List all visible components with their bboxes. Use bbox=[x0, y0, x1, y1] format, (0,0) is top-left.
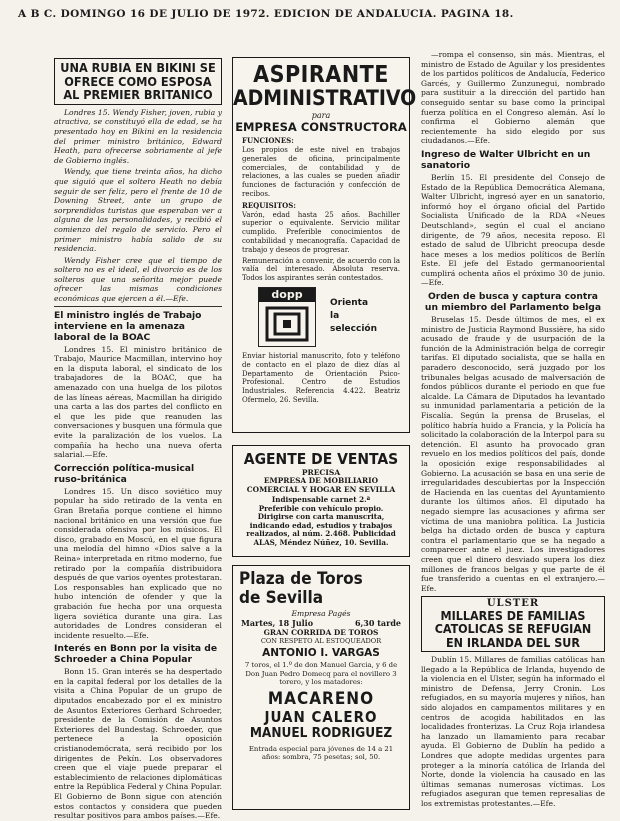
right-intro: —rompa el consenso, sin más. Mientras, el ministro de Estado de Aguilar y los presidentes de los partidos políticos de Andalucía, Federico Garcés, y Guillermo Zunzunegui, nombrado para sustituir a la dirección del partido han conseguido sentar su base como la principal fuerza política en el Congreso alemán. Así lo confirma el Gobierno alemán que recientemente ha sido elegido por sus ciudadanos.—Efe. bbox=[421, 50, 605, 146]
para-label: para bbox=[311, 111, 331, 121]
la-label: la bbox=[330, 311, 340, 322]
remuneracion-text: Remuneración a convenir, de acuerdo con la valía del interesado. Absoluta reserva. Todos los aspirantes serán contestados. bbox=[242, 256, 400, 283]
dopp-pattern-icon bbox=[259, 302, 315, 346]
precisa-label: PRECISA bbox=[301, 468, 341, 477]
funciones-text: Los propios de este nivel en trabajos generales de oficina, principalmente comerciales, de contabilidad y de relaciones, a las cuales se pueden añadir funciones de facturación y confección de recibos. bbox=[242, 145, 400, 198]
bikini-story-body bbox=[54, 108, 222, 304]
ulster-box bbox=[421, 596, 605, 652]
boac-headline: El ministro inglés de Trabajo interviene en la amenaza laboral de la BOAC bbox=[54, 309, 202, 343]
toros-empresa: Empresa Pagés bbox=[291, 609, 351, 619]
aspirante-title: ASPIRANTE bbox=[253, 62, 389, 88]
ulbricht-headline: Ingreso de Walter Ulbricht en un sanatorio bbox=[421, 148, 591, 171]
correccion-body: Londres 15. Un disco soviético muy popular ha sido retirado de la venta en Gran Bretaña porque contiene el himno nacional británico en una versión que fue considerada ofensiva por los músicos. El disco, grabado en Moscú, en el que figura una melodía del himno «Dios salve a la Reina» interpretada en ritmo moderno, fue retirado por la compañía distribuidora después de que varios oyentes protestaran. Los responsables han explicado que no hubo intención de ofender y que la grabación fue hecha por una orquesta ligera soviética durante una gira. Las autoridades de Londres consideran el incidente resuelto.—Efe. bbox=[54, 486, 222, 640]
toros-corrida: GRAN CORRIDA DE TOROS bbox=[263, 628, 379, 638]
seleccion-label: selección bbox=[330, 324, 377, 335]
toros-title: Plaza de Toros bbox=[239, 569, 363, 589]
ulbricht-body: Berlín 15. El presidente del Consejo de Estado de la República Democrática Alemana, Walter Ulbricht, ingresó ayer en un sanatorio, informó hoy el órgano oficial del Partido Socialista Unificado de la RDA «Neues Deutschland», según el cual el anciano dirigente, de 79 años, necesita reposo. El estado de salud de Ulbricht preocupa desde hace meses a los medios políticos de Berlín Este. El jefe del Estado germanooriental cumplirá ochenta años el próximo 30 de junio.—Efe. bbox=[421, 172, 605, 288]
bikini-p3: Wendy Fisher cree que el tiempo de soltero no es el ideal, el divorcio es de los solteros que una señorita mejor puede ofrecer las mismas condiciones económicas que ejercen a él.—Efe. bbox=[54, 255, 222, 304]
agente-body: Preferible con vehículo propio. Dirigirse con carta manuscrita, indicando edad, estudios y trabajos realizados, al núm. 2.468. Publicidad ALAS, Méndez Núñez, 10. Sevilla. bbox=[246, 503, 396, 547]
agente-title: AGENTE DE VENTAS bbox=[243, 450, 399, 468]
empresa-label: EMPRESA DE MOBILIARIO COMERCIAL Y HOGAR EN SEVILLA bbox=[246, 476, 396, 494]
correccion-headline: Corrección política-musical ruso-británica bbox=[54, 462, 195, 485]
dopp-logo bbox=[258, 287, 316, 347]
bikini-story-box bbox=[54, 58, 222, 105]
bikini-headline: UNA RUBIA EN BIKINI SE OFRECE COMO ESPOSA AL PREMIER BRITANICO bbox=[60, 60, 216, 103]
right-column bbox=[421, 50, 605, 810]
boac-body: Londres 15. El ministro británico de Trabajo, Maurice Macmillan, intervino hoy en la disputa laboral, el sindicato de los trabajadores de la BOAC, que ha amenazado con una huelga de los pilotos de las líneas aéreas, Macmillan ha dirigido una carta a las dos partes del conflicto en el que les pide que reanuden las conversaciones y busquen una fórmula que evite la paralización de los vuelos. La compañía ha hecho una nueva oferta salarial.—Efe. bbox=[54, 344, 222, 460]
left-column bbox=[54, 58, 222, 821]
toros-fecha: Martes, 18 Julio bbox=[241, 618, 314, 629]
company-label: EMPRESA CONSTRUCTORA bbox=[235, 120, 407, 135]
toros-city: de Sevilla bbox=[239, 587, 324, 608]
divider bbox=[54, 306, 222, 307]
torero-rodriguez: MANUEL RODRIGUEZ bbox=[249, 725, 393, 742]
bonn-body: Bonn 15. Gran interés se ha despertado en la capital federal por los detalles de la visita a China Popular de un grupo de diputados encabezado por el ex ministro de Asuntos Exteriores Gerhard Schroeder, presidente de la Comisión de Asuntos Exteriores del Bundestag. Schroeder, que pertenece a la oposición cristianodemócrata, será recibido por los dirigentes de Pekín. Los observadores creen que el viaje puede preparar el establecimiento de relaciones diplomáticas entre la República Federal y China Popular. El Gobierno de Bonn sigue con atención estos contactos y considera que pueden resultar positivos para ambos países.—Efe. bbox=[54, 667, 222, 821]
bikini-p1: Londres 15. Wendy Fisher, joven, rubia y atractiva, se constituyó ella de edad, se ha presentado hoy en Bikini en la residencia del primer ministro británico, Edward Heath, para ofrecerse sobriamente al jefe de Gobierno inglés. bbox=[54, 107, 222, 165]
toros-intro: 7 toros, el 1.º de don Manuel Garcia, y 6 de Don Juan Pedro Domecq para el novillero 3 torero, y los matadores: bbox=[244, 661, 398, 687]
agente-ad bbox=[232, 445, 410, 557]
torero-calero: JUAN CALERO bbox=[264, 708, 378, 727]
funciones-heading: FUNCIONES: bbox=[242, 136, 294, 146]
ulster-headline: MILLARES DE FAMILIAS CATOLICAS SE REFUGIAN EN IRLANDA DEL SUR bbox=[434, 607, 592, 650]
belga-headline: Orden de busca y captura contra un miembro del Parlamento belga bbox=[424, 291, 602, 314]
torero-vargas: ANTONIO I. VARGAS bbox=[262, 647, 380, 660]
orienta-label: Orienta bbox=[330, 298, 369, 309]
requisitos-text: Varón, edad hasta 25 años. Bachiller superior o equivalente. Servicio militar cumplido. Preferible conocimientos de contabilidad y mecanografía. Capacidad de trabajo y deseos de progresar. bbox=[242, 210, 400, 254]
torero-macareno: MACARENO bbox=[267, 688, 375, 709]
belga-body: Bruselas 15. Desde últimos de mes, el ex ministro de Justicia Raymond Bussière, ha sido acusado de fraude y de usurpación de la función de la Administración belga de corregir tarifas. El diputado socialista, que se halla en paradero desconocido, será juzgado por los tribunales belgas acusado de malversación de fondos públicos durante el periodo en que fue alcalde. La Cámara de Diputados ha levantado su inmunidad parlamentaria a petición de la Fiscalía. Según la prensa de Bruselas, el político habría huido a Francia, y la Policía ha solicitado la colaboración de la Interpol para su detención. El asunto ha provocado gran revuelo en los medios políticos del país, donde la oposición exige responsabilidades al Gobierno. La acusación se basa en una serie de irregularidades descubiertas por la Inspección de Hacienda en las cuentas del Ayuntamiento durante los últimos años. El diputado ha negado siempre las acusaciones y afirma ser víctima de una maniobra política. La Justicia belga ha dictado orden de busca y captura contra el parlamentario que se ha negado a comparecer ante el juez. Los investigadores creen que el dinero desviado supera los diez millones de francos belgas y que parte de él fue transferido a cuentas en el extranjero.—Efe. bbox=[421, 315, 605, 593]
toros-precios: Entrada especial para jóvenes de 14 a 21 años: sombra, 75 pesetas; sol, 50. bbox=[248, 744, 394, 762]
toros-ad bbox=[232, 565, 410, 810]
ulster-body: Dublín 15. Millares de familias católicas han llegado a la República de Irlanda, huyendo de la violencia en el Ulster, según ha informado el ministro de Defensa, Jerry Cronin. Los refugiados, en su mayoría mujeres y niños, han sido alojados en campamentos militares y en centros de acogida habilitados en las localidades fronterizas. La Cruz Roja irlandesa ha lanzado un llamamiento para recabar ayuda. El Gobierno de Dublín ha pedido a Londres que adopte medidas urgentes para proteger a la minoría católica de Irlanda del Norte, donde la violencia ha causado en las últimas semanas numerosas víctimas. Los refugiados aseguran que temen represalias de los extremistas protestantes.—Efe. bbox=[421, 655, 605, 808]
contacto-text: Enviar historial manuscrito, foto y teléfono de contacto en el plazo de diez días al Departamento de Orientación Psico-Profesional. Centro de Estudios Industriales. Referencia 4.422. Beatriz Ofermelo, 26. Sevilla. bbox=[242, 351, 400, 404]
toros-subtitle: CON RESPETO AL ESTOQUEADOR bbox=[260, 637, 382, 646]
page-header: A B C. DOMINGO 16 DE JULIO DE 1972. EDICION DE ANDALUCIA. PAGINA 18. bbox=[18, 8, 514, 20]
requisitos-heading: REQUISITOS: bbox=[242, 200, 296, 210]
administrativo-title: ADMINISTRATIVO bbox=[233, 86, 417, 111]
bikini-p2: Wendy, que tiene treinta años, ha dicho que siguió que el soltero Heath no debía seguir de ser feliz, pero el frente de 10 de Downing Street, ante un grupo de sorprendidos turistas que esperaban ver a alguna de las personalidades, y recibió el comienzo del regalo de servicio. Pero el primer ministro había salido de su residencia. bbox=[54, 167, 222, 254]
bonn-headline: Interés en Bonn por la visita de Schroeder a China Popular bbox=[54, 643, 218, 666]
dopp-logo-text: dopp bbox=[259, 288, 315, 302]
carnet-label: Indispensable carnet 2.ª bbox=[271, 494, 371, 504]
aspirante-ad bbox=[232, 57, 417, 433]
ulster-kicker: ULSTER bbox=[486, 598, 540, 610]
toros-hora: 6,30 tarde bbox=[354, 618, 401, 629]
